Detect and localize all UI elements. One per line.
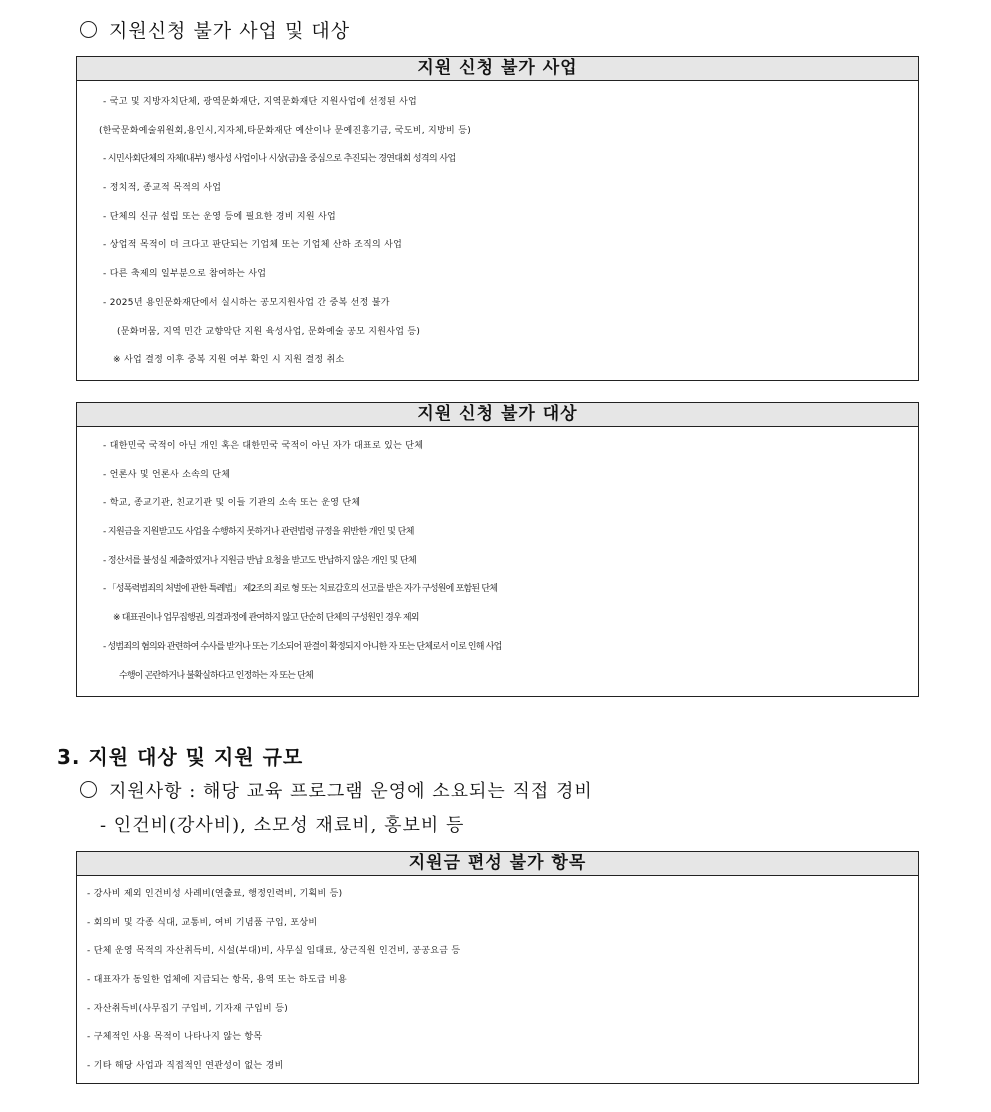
- support-item: [80, 777, 593, 803]
- list-item: - 정치적, 종교적 목적의 사업: [103, 183, 222, 194]
- support-sub-item: - 인건비(강사비), 소모성 재료비, 홍보비 등: [100, 815, 465, 836]
- circle-bullet-icon: [80, 781, 97, 798]
- list-item: - 자산취득비(사무집기 구입비, 기자재 구입비 등): [87, 1003, 289, 1014]
- list-item: (한국문화예술위원회,용인시,지자체,타문화재단 예산이나 문예진흥기금, 국도비, 지방비 등): [99, 125, 472, 136]
- list-item: - 언론사 및 언론사 소속의 단체: [103, 469, 231, 480]
- list-item: 수행이 곤란하거나 불확실하다고 인정하는 자 또는 단체: [119, 670, 313, 681]
- list-item: - 지원금을 지원받고도 사업을 수행하지 못하거나 관련법령 규정을 위반한 개인 및 단체: [103, 527, 414, 538]
- list-item: - 기타 해당 사업과 직접적인 연관성이 없는 경비: [87, 1061, 284, 1072]
- list-item: - 단체 운영 목적의 자산취득비, 시설(부대)비, 사무실 임대료, 상근직원 인건비, 공공요금 등: [87, 946, 461, 957]
- ineligible-applicants-box: [76, 402, 919, 697]
- note-item: ※ 사업 결정 이후 중복 지원 여부 확인 시 지원 결정 취소: [113, 355, 345, 366]
- section-title: 3. 지원 대상 및 지원 규모: [57, 745, 304, 769]
- list-item: - 성범죄의 혐의와 관련하여 수사를 받거나 또는 기소되어 판결이 확정되지 아니한 자 또는 단체로서 이로 인해 사업: [103, 641, 502, 652]
- ineligible-applicants-header: 지원 신청 불가 대상: [77, 403, 918, 427]
- non-allowable-expenses-box: [76, 851, 919, 1084]
- list-item: - 단체의 신규 설립 또는 운영 등에 필요한 경비 지원 사업: [103, 211, 337, 222]
- list-item: - 대한민국 국적이 아닌 개인 혹은 대한민국 국적이 아닌 자가 대표로 있는 단체: [103, 441, 424, 451]
- list-item: - 「성폭력범죄의 처벌에 관한 특례법」 제2조의 죄로 형 또는 치료감호의 선고를 받은 자가 구성원에 포함된 단체: [103, 584, 498, 595]
- top-heading: [80, 16, 350, 43]
- support-item-text: 지원사항 : 해당 교육 프로그램 운영에 소요되는 직접 경비: [109, 781, 593, 802]
- list-item: - 2025년 용인문화재단에서 실시하는 공모지원사업 간 중복 선정 불가: [103, 297, 390, 308]
- ineligible-projects-box: [76, 56, 919, 381]
- list-item: - 시민사회단체의 자체(내부) 행사성 사업이나 시상(금)을 중심으로 추진되는 경연대회 성격의 사업: [103, 154, 456, 165]
- list-item: (문화머뭄, 지역 민간 교향악단 지원 육성사업, 문화예술 공모 지원사업 등): [117, 326, 421, 337]
- list-item: - 정산서를 불성실 제출하였거나 지원금 반납 요청을 받고도 반납하지 않은 개인 및 단체: [103, 555, 417, 566]
- list-item: - 학교, 종교기관, 친교기관 및 이들 기관의 소속 또는 운영 단체: [103, 498, 361, 509]
- circle-bullet-icon: [80, 21, 97, 38]
- list-item: - 강사비 제외 인건비성 사례비(연출료, 행정인력비, 기획비 등): [87, 889, 343, 899]
- list-item: - 국고 및 지방자치단체, 광역문화재단, 지역문화재단 지원사업에 선정된 사업: [103, 97, 417, 107]
- list-item: - 다른 축제의 일부분으로 참여하는 사업: [103, 269, 267, 280]
- list-item: - 구체적인 사용 목적이 나타나지 않는 항목: [87, 1032, 263, 1043]
- list-item: - 회의비 및 각종 식대, 교통비, 여비 기념품 구입, 포상비: [87, 917, 318, 928]
- list-item: - 상업적 목적이 더 크다고 판단되는 기업체 또는 기업체 산하 조직의 사업: [103, 240, 403, 251]
- list-item: - 대표자가 동일한 업체에 지급되는 항목, 용역 또는 하도급 비용: [87, 975, 348, 986]
- top-heading-text: 지원신청 불가 사업 및 대상: [109, 20, 351, 42]
- note-item: ※ 대표권이나 업무집행권, 의결과정에 관여하지 않고 단순히 단체의 구성원인 경우 제외: [113, 613, 419, 624]
- ineligible-projects-header: 지원 신청 불가 사업: [77, 57, 918, 81]
- non-allowable-expenses-header: 지원금 편성 불가 항목: [77, 852, 918, 876]
